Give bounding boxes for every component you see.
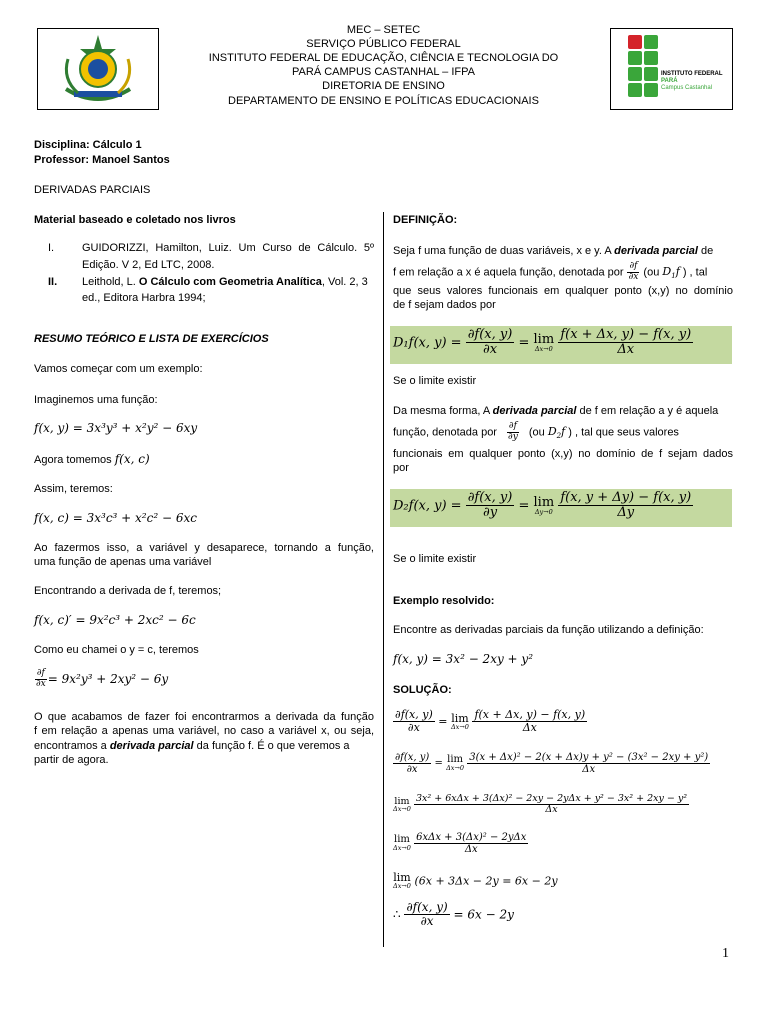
equation-f-xc: f(x, c) = 3x³c³ + x²c² − 6xc (34, 511, 197, 525)
text-y-equals-c: Como eu chamei o y = c, teremos (34, 644, 199, 656)
solution-step-4 (393, 832, 528, 855)
text-now-take-label: Agora tomemos (34, 454, 112, 466)
def1-fn: f(x + Δx, y) − f(x, y) (560, 327, 692, 342)
solution-step-5 (393, 872, 558, 890)
header-line-1: MEC – SETEC (346, 24, 421, 36)
ref-2-vol: , Vol. 2, 3 (321, 276, 368, 288)
equation-f-xy: f(x, y) = 3x³y³ + x²y² − 6xy (34, 421, 198, 435)
equation-partial-fx: $\frac{\partial f}{\partial x}$ = 9x²y³ + 2xy² − 6y (36, 668, 169, 689)
paragraph-conclusion-3b: derivada parcial (109, 740, 194, 752)
definition-title: DEFINIÇÃO: (393, 214, 458, 226)
sol2-num: 3(x + Δx)² − 2(x + Δx)y + y² − (3x² − 2xy + y²) (469, 752, 709, 763)
limit-exists-1: Se o limite existir (393, 375, 477, 387)
sol2-lhs-num: ∂f(x, y) (395, 752, 430, 763)
def-line-4: de f sejam dados por (393, 299, 496, 311)
def1-lim: lim (533, 332, 555, 348)
sol4-num: 6xΔx + 3(Δx)² − 2yΔx (416, 832, 527, 843)
def-line-1 (393, 243, 733, 260)
text-now-take-math: f(x, c) (114, 452, 150, 466)
ifpa-logo-line-1: INSTITUTO FEDERAL (661, 71, 723, 77)
ref-2-title: O Cálculo com Geometria Analítica (138, 276, 322, 288)
def-line-2b: (ou (643, 266, 660, 279)
paragraph-conclusion-1: O que acabamos de fazer foi encontrarmos a derivada da função (34, 711, 374, 723)
def1-fd: Δx (617, 342, 635, 358)
sol1-lhs-den: ∂x (407, 721, 420, 735)
solved-example-title: Exemplo resolvido: (393, 595, 495, 607)
def-line-1a: Seja f uma função de duas variáveis, x e y. A (393, 245, 615, 257)
header-line-6: DEPARTAMENTO DE ENSINO E POLÍTICAS EDUCACIONAIS (228, 95, 539, 107)
paragraph-conclusion-3c: da função f. É o que veremos a (193, 740, 350, 752)
second-def-1c: de f em relação a y é aquela (576, 405, 719, 417)
second-def-line-1 (393, 403, 733, 420)
solution-step-2: $\frac{\partial f(x, y)}{\partial x}$ = lim Δx→0 $\frac{\text{3(x + Δx)² − 2(x + Δx)y + y² − (3x² − 2xy + y²)}}{\Delta x}$ (395, 752, 709, 775)
sol5-expr: (6x + 3Δx − 2y = 6x − 2y (414, 874, 558, 888)
def1-lhs: D₁f(x, y) = (393, 335, 462, 351)
def2-fn: f(x, y + Δy) − f(x, y) (560, 490, 692, 505)
ref-2-author: Leithold, L. (82, 276, 139, 288)
equation-derivative-xc: f(x, c)′ = 9x²c³ + 2xc² − 6c (34, 613, 196, 627)
second-def-1b: derivada parcial (492, 405, 577, 417)
text-finding-derivative: Encontrando a derivada de f, teremos; (34, 585, 222, 597)
sol4-sub: Δx→0 (393, 844, 411, 853)
ref-1-line2: Edição. V 2, Ed LTC, 2008. (82, 259, 215, 271)
column-divider (383, 212, 384, 947)
second-def-2a: função, denotada por (393, 426, 497, 439)
def2-fd: Δy (617, 505, 635, 521)
ref-2-line1 (82, 274, 374, 291)
material-title: Material baseado e coletado nos livros (34, 214, 236, 226)
ref-1-num: I. (48, 242, 55, 254)
sol3-sub: Δx→0 (393, 805, 411, 814)
second-def-2c: ) , tal que seus valores (568, 426, 679, 439)
solved-example-function: f(x, y) = 3x² − 2xy + y² (393, 652, 534, 666)
header-line-4: PARÁ CAMPUS CASTANHAL – IFPA (292, 66, 475, 78)
professor: Professor: Manoel Santos (34, 154, 170, 166)
header-line-3: INSTITUTO FEDERAL DE EDUCAÇÃO, CIÊNCIA E TECNOLOGIA DO (208, 52, 559, 64)
solution-final (393, 901, 514, 928)
second-def-1a: Da mesma forma, A (393, 405, 493, 417)
ifpa-logo-line-3: Campus Castanhal (661, 85, 713, 91)
ifpa-logo-icon (611, 29, 732, 109)
sol5-sub: Δx→0 (393, 882, 411, 890)
second-def-d2f: $D_2f$ (547, 425, 566, 441)
sol3-num: 3x² + 6xΔx + 3(Δx)² − 2xy − 2yΔx + y² − 3x² + 2xy − y² (415, 793, 688, 804)
sol5-lim: lim (393, 871, 411, 884)
sol2-lhs-den: ∂x (406, 764, 418, 775)
ifpa-logo-line-2: PARÁ (661, 78, 678, 84)
def2-num: ∂f(x, y) (467, 490, 513, 505)
sol2-lim: lim (447, 754, 464, 766)
def1-sub: Δx→0 (534, 345, 553, 354)
sol3-den: Δx (545, 804, 558, 816)
text-variable-disappears-1: Ao fazermos isso, a variável y desaparece, tornando a função, (34, 542, 374, 554)
solution-step-1: $\frac{\partial f(x, y)}{\partial x}$ = lim Δx→0 $\frac{f(x + \Delta x, y) - f(x, y)}{\Delta x}$ (395, 708, 586, 735)
summary-title: RESUMO TEÓRICO E LISTA DE EXERCÍCIOS (34, 333, 269, 345)
def-line-2a: f em relação a x é aquela função, denotada por (393, 266, 624, 279)
ref-2-line2: ed., Editora Harbra 1994; (82, 292, 206, 304)
sol1-lim: lim (451, 711, 469, 725)
def-line-2c: ) , tal (682, 266, 708, 279)
page-number: 1 (722, 946, 729, 961)
sol1-num: f(x + Δx, y) − f(x, y) (474, 708, 586, 721)
second-def-line-2: função, denotada por $\frac{\partial f}{\partial y}$ (ou $D_2f$ ) , tal que seus valores (393, 421, 679, 442)
def1-num: ∂f(x, y) (467, 327, 513, 342)
def2-lim: lim (533, 495, 555, 511)
sol1-sub: Δx→0 (450, 722, 469, 731)
text-variable-disappears-2: uma função de apenas uma variável (34, 556, 212, 568)
sol1-lhs-num: ∂f(x, y) (395, 708, 433, 721)
topic-title: DERIVADAS PARCIAIS (34, 184, 151, 196)
limit-exists-2: Se o limite existir (393, 553, 477, 565)
ref-1-line1: GUIDORIZZI, Hamilton, Luiz. Um Curso de Cálculo. 5º (82, 242, 374, 254)
second-def-line-3: funcionais em qualquer ponto (x,y) no domínio de f sejam dados (393, 448, 733, 460)
final-den: ∂x (420, 914, 434, 929)
second-def-line-4: por (393, 462, 409, 474)
sol3-lim: lim (394, 795, 410, 807)
ref-2-num: II. (48, 276, 58, 288)
therefore-symbol: ∴ (393, 907, 401, 922)
def-line-1b: derivada parcial (614, 245, 698, 257)
text-thus: Assim, teremos: (34, 483, 113, 495)
brazil-coat-of-arms-icon (38, 29, 158, 109)
discipline: Disciplina: Cálculo 1 (34, 139, 142, 151)
paragraph-conclusion-3a: encontramos a (34, 740, 110, 752)
def-line-1c: de (697, 245, 714, 257)
header-line-5: DIRETORIA DE ENSINO (322, 80, 445, 92)
paragraph-conclusion-2: f em relação a apenas uma variável, no caso a variável x, ou seja, (34, 725, 374, 737)
sol1-den: Δx (522, 721, 537, 735)
sol2-sub: Δx→0 (446, 764, 465, 773)
paragraph-conclusion-4: partir de agora. (34, 754, 109, 766)
sol4-den: Δx (464, 844, 478, 855)
def2-den: ∂y (482, 505, 498, 521)
final-num: ∂f(x, y) (406, 900, 448, 914)
coat-of-arms-frame (37, 28, 159, 110)
def2-sub: Δy→0 (534, 508, 553, 517)
sol4-lim: lim (394, 834, 410, 846)
sol2-den: Δx (582, 764, 596, 775)
def2-lhs: D₂f(x, y) = (393, 498, 462, 514)
solved-example-text: Encontre as derivadas parciais da função utilizando a definição: (393, 624, 704, 636)
second-def-2b: (ou (528, 426, 545, 439)
solution-title: SOLUÇÃO: (393, 684, 452, 696)
header-line-2: SERVIÇO PÚBLICO FEDERAL (306, 38, 461, 50)
def-line-2: f em relação a x é aquela função, denotada por $\frac{\partial f}{\partial x}$ (ou $D_1f$ ) , tal (393, 261, 708, 282)
final-rhs: = 6x − 2y (453, 907, 514, 922)
solution-step-3 (393, 794, 689, 816)
def-line-3: que seus valores funcionais em qualquer ponto (x,y) no domínio (393, 285, 733, 297)
ifpa-logo-frame (610, 28, 733, 110)
definition-1-equation: D₁f(x, y) = $\frac{\partial f(x, y)}{\partial x}$ = lim Δx→0 $\frac{f(x + \Delta x, y) - f(x, y)}{\Delta x}$ (393, 327, 692, 358)
def1-den: ∂x (482, 342, 498, 358)
equation-partial-fx-rhs: = 9x²y³ + 2xy² − 6y (47, 671, 169, 686)
text-start-example: Vamos começar com um exemplo: (34, 363, 203, 375)
text-now-take (34, 451, 150, 469)
definition-2-equation: D₂f(x, y) = $\frac{\partial f(x, y)}{\partial y}$ = lim Δy→0 $\frac{f(x, y + \Delta y) - f(x, y)}{\Delta y}$ (393, 490, 692, 521)
def-line-2-d1f: $D_1f$ (662, 265, 680, 281)
text-imagine-function: Imaginemos uma função: (34, 394, 158, 406)
